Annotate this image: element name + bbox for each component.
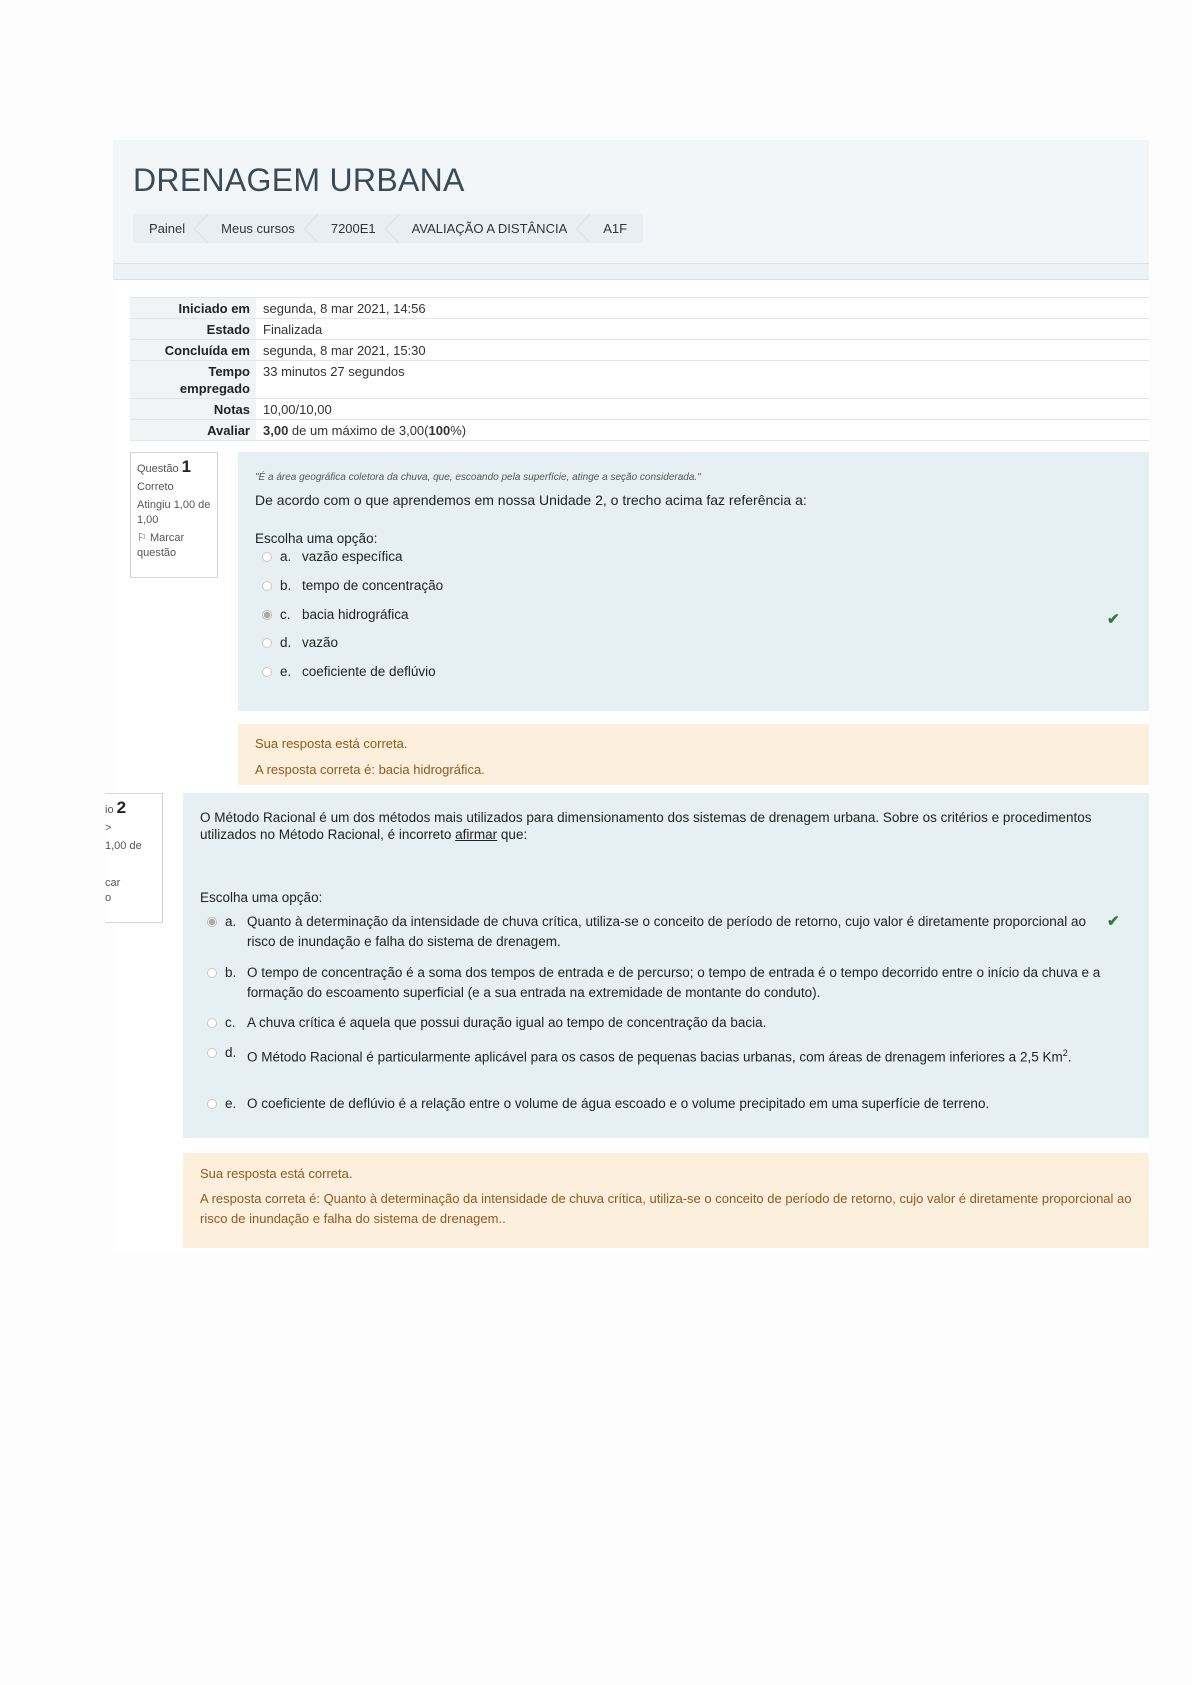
summary-label: Tempo empregado: [130, 361, 256, 399]
summary-row-marks: [130, 399, 1149, 420]
summary-row-time: [130, 361, 1149, 399]
answer-option[interactable]: b. tempo de concentração: [262, 576, 443, 596]
radio-icon[interactable]: [262, 581, 272, 591]
grade-score: 3,00: [263, 423, 289, 438]
flag-question-button[interactable]: car o: [105, 877, 121, 904]
check-icon: ✔: [1107, 611, 1120, 628]
question-1-info: [130, 452, 218, 578]
breadcrumb-my-courses[interactable]: Meus cursos: [201, 214, 311, 243]
question-text: O Método Racional é um dos métodos mais utilizados para dimensionamento dos sistemas de drenagem urbana. Sobre os critérios e procedimentos utilizados no Método Racional, é incorreto afirmar que:: [200, 810, 1092, 842]
radio-icon[interactable]: [262, 667, 272, 677]
summary-label: Iniciado em: [130, 298, 256, 319]
radio-icon[interactable]: [262, 638, 272, 648]
breadcrumb-section[interactable]: AVALIAÇÃO A DISTÂNCIA: [392, 214, 584, 243]
answer-option[interactable]: e. coeficiente de deflúvio: [262, 662, 436, 682]
question-intro: "É a área geográfica coletora da chuva, que, escoando pela superfície, atinge a seção considerada.": [255, 472, 701, 483]
answer-option[interactable]: a. vazão específica: [262, 547, 403, 567]
question-state: Correto: [137, 481, 174, 493]
summary-value: 10,00/10,00: [263, 402, 332, 417]
answer-option[interactable]: c. A chuva crítica é aquela que possui duração igual ao tempo de concentração da bacia.: [207, 1013, 1112, 1033]
radio-icon[interactable]: [207, 917, 217, 927]
breadcrumb: [133, 214, 643, 243]
answer-prompt: Escolha uma opção:: [255, 531, 378, 546]
question-mark: 1,00 de: [105, 840, 142, 852]
radio-icon[interactable]: [207, 1099, 217, 1109]
question-state: >: [105, 822, 112, 834]
summary-label: Avaliar: [130, 420, 256, 441]
summary-row-grade: [130, 420, 1149, 441]
question-1-content: [238, 452, 1149, 711]
attempt-summary-table: [130, 297, 1149, 441]
quiz-review-page: [105, 140, 1149, 1253]
summary-value: segunda, 8 mar 2021, 15:30: [263, 343, 426, 358]
grade-middle: de um máximo de 3,00(: [288, 423, 429, 438]
feedback-status: Sua resposta está correta.: [255, 736, 408, 751]
answer-option-selected[interactable]: c. bacia hidrográfica: [262, 605, 409, 625]
summary-label: Concluída em: [130, 340, 256, 361]
summary-row-completed: [130, 340, 1149, 361]
breadcrumb-quiz[interactable]: A1F: [603, 221, 628, 236]
feedback-correct-answer: A resposta correta é: Quanto à determinação da intensidade de chuva crítica, utiliza-se o conceito de período de retorno, cujo valor é diretamente proporcional ao risco de inundação e falha do sistema de drenagem..: [200, 1191, 1132, 1226]
header-divider: [113, 263, 1149, 280]
course-title: DRENAGEM URBANA: [133, 162, 465, 198]
summary-value: segunda, 8 mar 2021, 14:56: [263, 301, 426, 316]
summary-label: Estado: [130, 319, 256, 340]
radio-icon[interactable]: [262, 610, 272, 620]
flag-question-button[interactable]: ⚐ Marcar questão: [137, 532, 185, 559]
question-text: De acordo com o que aprendemos em nossa Unidade 2, o trecho acima faz referência a:: [255, 492, 807, 508]
radio-icon[interactable]: [207, 1018, 217, 1028]
grade-end: %): [450, 423, 467, 438]
summary-row-started: [130, 298, 1149, 319]
radio-icon[interactable]: [207, 1048, 217, 1058]
flag-icon: ⚐: [137, 532, 147, 544]
question-number: io 2: [105, 798, 127, 817]
summary-value: 33 minutos 27 segundos: [263, 364, 405, 379]
summary-label: Notas: [130, 399, 256, 420]
summary-value: [256, 420, 1149, 441]
answer-option[interactable]: d. vazão: [262, 633, 338, 653]
question-2-content: [183, 793, 1149, 1138]
question-1-feedback: [238, 724, 1149, 785]
answer-option[interactable]: d. O Método Racional é particularmente aplicável para os casos de pequenas bacias urbanas, com áreas de drenagem inferiores a 2,5 Km$^2$.: [207, 1043, 1112, 1068]
summary-row-state: [130, 319, 1149, 340]
feedback-status: Sua resposta está correta.: [200, 1166, 353, 1181]
summary-value: Finalizada: [263, 322, 323, 337]
radio-icon[interactable]: [262, 552, 272, 562]
question-2-feedback: [183, 1153, 1149, 1248]
breadcrumb-dashboard[interactable]: Painel: [133, 214, 201, 243]
feedback-correct-answer: A resposta correta é: bacia hidrográfica.: [255, 762, 485, 777]
answer-option[interactable]: e. O coeficiente de deflúvio é a relação entre o volume de água escoado e o volume precipitado em uma superfície de terreno.: [207, 1094, 1112, 1114]
breadcrumb-course-code[interactable]: 7200E1: [311, 214, 392, 243]
grade-percent: 100: [428, 423, 451, 438]
radio-icon[interactable]: [207, 968, 217, 978]
page-header: [113, 140, 1149, 265]
answer-prompt: Escolha uma opção:: [200, 890, 323, 905]
answer-option[interactable]: b. O tempo de concentração é a soma dos tempos de entrada e de percurso; o tempo de entrada é o tempo decorrido entre o início da chuva e a formação do escoamento superficial (e a sua entrada na extremidade de montante do conduto).: [207, 963, 1112, 1003]
check-icon: ✔: [1107, 913, 1120, 930]
question-2-info: [105, 793, 163, 923]
answer-option-selected[interactable]: a. Quanto à determinação da intensidade de chuva crítica, utiliza-se o conceito de período de retorno, cujo valor é diretamente proporcional ao risco de inundação e falha do sistema de drenagem.: [207, 912, 1112, 952]
question-mark: Atingiu 1,00 de 1,00: [137, 499, 211, 526]
question-number: Questão 1: [137, 457, 192, 476]
